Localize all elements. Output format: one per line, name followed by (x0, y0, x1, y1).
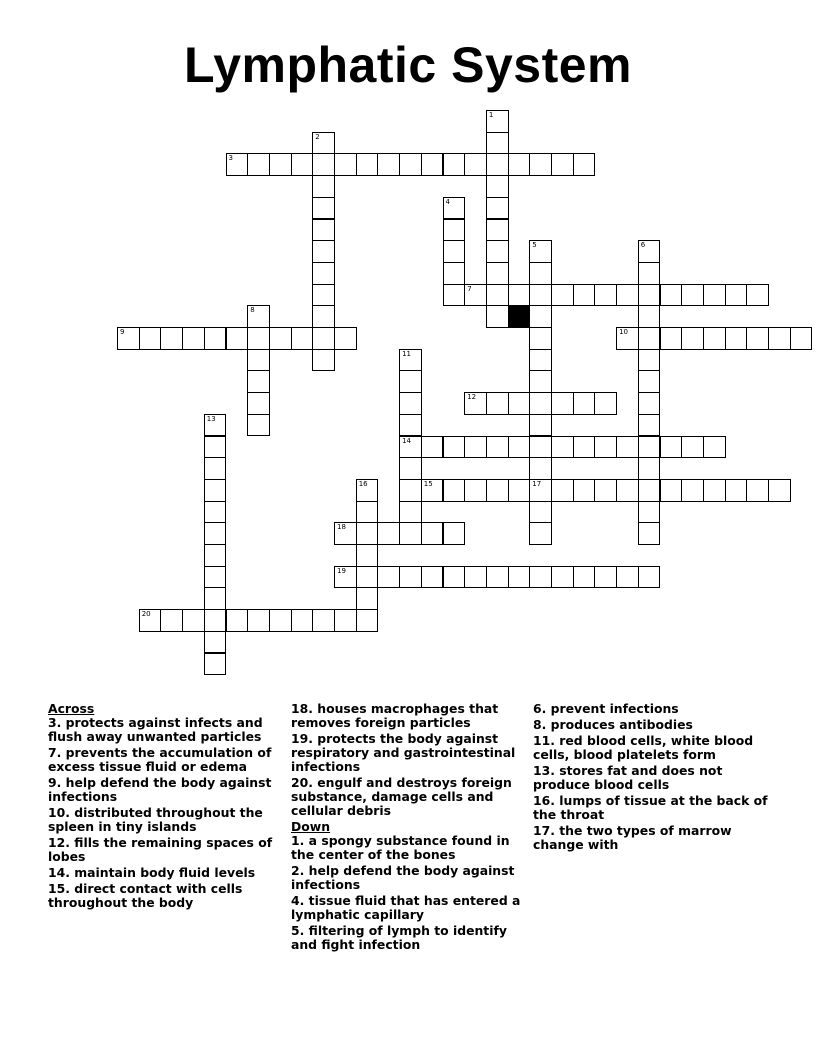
grid-cell[interactable] (139, 609, 162, 632)
grid-cell[interactable] (594, 566, 617, 589)
clue-number: 6 (640, 241, 646, 250)
grid-cell[interactable] (356, 479, 379, 502)
grid-cell[interactable] (594, 436, 617, 459)
grid-cell[interactable] (551, 566, 574, 589)
down-clue-16: 16. lumps of tissue at the back of the throat (533, 793, 768, 822)
grid-cell[interactable] (399, 392, 422, 415)
grid-cell[interactable] (486, 436, 509, 459)
down-clue-1: 1. a spongy substance found in the center of the bones (291, 833, 510, 862)
grid-cell[interactable] (508, 153, 531, 176)
down-clue-8: 8. produces antibodies (533, 717, 693, 732)
grid-cell[interactable] (399, 522, 422, 545)
grid-cell[interactable] (638, 327, 661, 350)
page-title: Lymphatic System (184, 37, 632, 93)
grid-cell[interactable] (529, 349, 552, 372)
grid-cell[interactable] (204, 566, 227, 589)
grid-cell[interactable] (573, 479, 596, 502)
grid-cell[interactable] (551, 284, 574, 307)
grid-cell[interactable] (638, 479, 661, 502)
grid-cell[interactable] (334, 566, 357, 589)
grid-cell[interactable] (247, 414, 270, 437)
across-clue-9: 9. help defend the body against infections (48, 775, 272, 804)
grid-cell[interactable] (464, 479, 487, 502)
grid-cell[interactable] (464, 436, 487, 459)
grid-cell[interactable] (377, 566, 400, 589)
grid-cell[interactable] (681, 327, 704, 350)
clue-number: 7 (467, 284, 472, 293)
across-clue-10: 10. distributed throughout the spleen in tiny islands (48, 805, 263, 834)
grid-cell[interactable] (334, 522, 357, 545)
grid-cell[interactable] (464, 284, 487, 307)
grid-cell[interactable] (377, 153, 400, 176)
down-clue-11: 11. red blood cells, white blood cells, blood platelets form (533, 733, 754, 762)
grid-cell[interactable] (486, 566, 509, 589)
grid-cell[interactable] (464, 392, 487, 415)
grid-cell[interactable] (356, 501, 379, 524)
grid-cell[interactable] (204, 414, 227, 437)
grid-cell[interactable] (638, 414, 661, 437)
across-clue-3: 3. protects against infects and flush away unwanted particles (48, 715, 263, 744)
grid-cell[interactable] (312, 219, 335, 242)
clue-number: 18 (337, 523, 346, 532)
grid-cell[interactable] (594, 479, 617, 502)
grid-cell[interactable] (139, 327, 162, 350)
grid-cell[interactable] (421, 479, 444, 502)
grid-cell[interactable] (529, 327, 552, 350)
clue-number: 15 (423, 479, 433, 488)
grid-cell[interactable] (529, 392, 552, 415)
grid-cell[interactable] (703, 436, 726, 459)
clue-number: 19 (337, 566, 346, 575)
grid-cell[interactable] (204, 501, 227, 524)
grid-cell[interactable] (226, 609, 249, 632)
grid-cell[interactable] (529, 262, 552, 285)
grid-cell[interactable] (638, 457, 661, 480)
across-clue-19: 19. protects the body against respiratory and gastrointestinal infections (291, 731, 516, 774)
grid-cell[interactable] (399, 370, 422, 393)
grid-cell[interactable] (226, 153, 249, 176)
across-header: Across (48, 701, 95, 716)
grid-cell[interactable] (291, 327, 314, 350)
across-clue-15: 15. direct contact with cells throughout the body (48, 881, 243, 910)
grid-cell[interactable] (247, 153, 270, 176)
clue-number: 9 (120, 328, 125, 336)
grid-cell[interactable] (312, 262, 335, 285)
grid-cell[interactable] (204, 609, 227, 632)
grid-cell[interactable] (746, 479, 769, 502)
grid-cell[interactable] (638, 349, 661, 372)
across-clue-20: 20. engulf and destroys foreign substance, damage cells and cellular debris (291, 775, 512, 818)
grid-cell[interactable] (464, 153, 487, 176)
grid-cell[interactable] (204, 587, 227, 610)
grid-cell[interactable] (638, 262, 661, 285)
grid-cell[interactable] (551, 479, 574, 502)
grid-cell[interactable] (638, 392, 661, 415)
clue-number: 5 (532, 241, 537, 250)
down-clue-4: 4. tissue fluid that has entered a lymphatic capillary (291, 893, 521, 922)
grid-cell[interactable] (681, 284, 704, 307)
grid-cell[interactable] (681, 436, 704, 459)
grid-cell[interactable] (377, 522, 400, 545)
grid-cell[interactable] (725, 284, 748, 307)
clue-number: 1 (488, 111, 494, 119)
grid-cell[interactable] (573, 566, 596, 589)
grid-cell[interactable] (508, 392, 531, 415)
grid-cell[interactable] (725, 479, 748, 502)
grid-cell[interactable] (334, 609, 357, 632)
grid-cell[interactable] (529, 457, 552, 480)
grid-cell[interactable] (312, 153, 335, 176)
grid-cell[interactable] (247, 392, 270, 415)
grid-cell[interactable] (551, 392, 574, 415)
grid-cell[interactable] (638, 240, 661, 263)
grid-cell[interactable] (746, 284, 769, 307)
grid-cell[interactable] (616, 479, 639, 502)
grid-cell[interactable] (204, 327, 227, 350)
grid-cell[interactable] (638, 436, 661, 459)
grid-cell[interactable] (486, 392, 509, 415)
down-clue-2: 2. help defend the body against infections (291, 863, 515, 892)
grid-cell[interactable] (182, 609, 205, 632)
grid-cell[interactable] (356, 153, 379, 176)
grid-cell[interactable] (703, 327, 726, 350)
grid-cell[interactable] (312, 284, 335, 307)
grid-cell[interactable] (660, 436, 683, 459)
grid-cell[interactable] (486, 240, 509, 263)
grid-cell[interactable] (508, 284, 531, 307)
down-clue-17: 17. the two types of marrow change with (533, 823, 732, 852)
grid-cell[interactable] (443, 262, 466, 285)
grid-cell[interactable] (204, 436, 227, 459)
grid-cell[interactable] (529, 566, 552, 589)
clue-number: 14 (402, 436, 412, 445)
grid-cell[interactable] (269, 609, 292, 632)
grid-cell[interactable] (486, 305, 509, 328)
grid-cell[interactable] (312, 240, 335, 263)
grid-cell[interactable] (486, 197, 509, 220)
grid-cell[interactable] (508, 436, 531, 459)
grid-cell[interactable] (529, 153, 552, 176)
grid-cell[interactable] (768, 327, 791, 350)
clue-number: 20 (141, 610, 151, 619)
grid-cell[interactable] (399, 457, 422, 480)
grid-cell[interactable] (312, 327, 335, 350)
grid-cell[interactable] (529, 522, 552, 545)
grid-cell[interactable] (204, 522, 227, 545)
across-clue-14: 14. maintain body fluid levels (48, 865, 256, 880)
grid-cell[interactable] (312, 132, 335, 155)
grid-cell[interactable] (312, 609, 335, 632)
black-cell (508, 305, 531, 328)
grid-cell[interactable] (356, 587, 379, 610)
grid-cell[interactable] (182, 327, 205, 350)
grid-cell[interactable] (443, 566, 466, 589)
grid-cell[interactable] (421, 153, 444, 176)
grid-cell[interactable] (529, 479, 552, 502)
grid-cell[interactable] (204, 544, 227, 567)
grid-cell[interactable] (443, 240, 466, 263)
grid-cell[interactable] (725, 327, 748, 350)
clue-number: 3 (228, 154, 233, 163)
grid-cell[interactable] (638, 501, 661, 524)
grid-cell[interactable] (508, 479, 531, 502)
down-clue-5: 5. filtering of lymph to identify and fight infection (291, 923, 507, 952)
clue-number: 8 (250, 306, 255, 315)
grid-cell[interactable] (421, 522, 444, 545)
grid-cell[interactable] (247, 327, 270, 350)
grid-cell[interactable] (703, 284, 726, 307)
grid-cell[interactable] (660, 327, 683, 350)
clue-number: 4 (445, 197, 450, 206)
down-clue-13: 13. stores fat and does not produce blood cells (533, 763, 723, 792)
grid-cell[interactable] (356, 522, 379, 545)
grid-cell[interactable] (529, 240, 552, 263)
clue-number: 13 (206, 414, 216, 423)
grid-cell[interactable] (443, 436, 466, 459)
grid-cell[interactable] (269, 153, 292, 176)
grid-cell[interactable] (529, 501, 552, 524)
grid-cell[interactable] (334, 327, 357, 350)
grid-cell[interactable] (421, 566, 444, 589)
across-clue-18: 18. houses macrophages that removes foreign particles (291, 701, 499, 730)
grid-cell[interactable] (594, 284, 617, 307)
clue-number: 16 (358, 479, 368, 488)
grid-cell[interactable] (160, 609, 183, 632)
grid-cell[interactable] (529, 284, 552, 307)
grid-cell[interactable] (551, 436, 574, 459)
grid-cell[interactable] (312, 305, 335, 328)
grid-cell[interactable] (486, 132, 509, 155)
grid-cell[interactable] (247, 609, 270, 632)
grid-cell[interactable] (790, 327, 813, 350)
grid-cell[interactable] (768, 479, 791, 502)
grid-cell[interactable] (247, 349, 270, 372)
grid-cell[interactable] (291, 153, 314, 176)
grid-cell[interactable] (573, 284, 596, 307)
grid-cell[interactable] (356, 544, 379, 567)
grid-cell[interactable] (464, 566, 487, 589)
grid-cell[interactable] (356, 609, 379, 632)
across-clue-7: 7. prevents the accumulation of excess tissue fluid or edema (48, 745, 272, 774)
grid-cell[interactable] (660, 479, 683, 502)
grid-cell[interactable] (443, 153, 466, 176)
grid-cell[interactable] (399, 501, 422, 524)
grid-cell[interactable] (486, 219, 509, 242)
grid-cell[interactable] (486, 175, 509, 198)
grid-cell[interactable] (334, 153, 357, 176)
down-clue-6: 6. prevent infections (533, 701, 679, 716)
grid-cell[interactable] (529, 305, 552, 328)
grid-cell[interactable] (117, 327, 140, 350)
grid-cell[interactable] (443, 219, 466, 242)
grid-cell[interactable] (204, 479, 227, 502)
clue-number: 12 (467, 393, 477, 402)
grid-cell[interactable] (551, 153, 574, 176)
grid-cell[interactable] (204, 653, 227, 676)
grid-cell[interactable] (529, 414, 552, 437)
grid-cell[interactable] (443, 479, 466, 502)
clue-column-3 (533, 702, 783, 854)
grid-cell[interactable] (573, 392, 596, 415)
grid-cell[interactable] (399, 436, 422, 459)
grid-cell[interactable] (616, 284, 639, 307)
grid-cell[interactable] (443, 284, 466, 307)
grid-cell[interactable] (399, 349, 422, 372)
grid-cell[interactable] (638, 370, 661, 393)
grid-cell[interactable] (247, 305, 270, 328)
grid-cell[interactable] (616, 327, 639, 350)
grid-cell[interactable] (616, 566, 639, 589)
grid-cell[interactable] (508, 566, 531, 589)
grid-cell[interactable] (291, 609, 314, 632)
grid-cell[interactable] (660, 284, 683, 307)
down-header: Down (291, 819, 331, 834)
grid-cell[interactable] (247, 370, 270, 393)
grid-cell[interactable] (356, 566, 379, 589)
grid-cell[interactable] (638, 284, 661, 307)
grid-cell[interactable] (746, 327, 769, 350)
grid-cell[interactable] (443, 197, 466, 220)
grid-cell[interactable] (399, 153, 422, 176)
clue-number: 10 (619, 328, 629, 336)
grid-cell[interactable] (529, 436, 552, 459)
grid-cell[interactable] (399, 479, 422, 502)
grid-cell[interactable] (312, 175, 335, 198)
grid-cell[interactable] (204, 457, 227, 480)
grid-cell[interactable] (486, 479, 509, 502)
grid-cell[interactable] (529, 370, 552, 393)
grid-cell[interactable] (269, 327, 292, 350)
grid-cell[interactable] (573, 153, 596, 176)
grid-cell[interactable] (486, 262, 509, 285)
grid-cell[interactable] (443, 522, 466, 545)
grid-cell[interactable] (421, 436, 444, 459)
clue-column-2 (291, 702, 529, 954)
grid-cell[interactable] (616, 436, 639, 459)
grid-cell[interactable] (638, 305, 661, 328)
clue-number: 11 (402, 349, 412, 358)
clue-number: 17 (532, 479, 542, 488)
grid-cell[interactable] (486, 153, 509, 176)
grid-cell[interactable] (594, 392, 617, 415)
grid-cell[interactable] (638, 566, 661, 589)
clue-number: 2 (315, 132, 320, 141)
grid-cell[interactable] (399, 566, 422, 589)
grid-cell[interactable] (486, 110, 509, 133)
grid-cell[interactable] (160, 327, 183, 350)
grid-cell[interactable] (226, 327, 249, 350)
grid-cell[interactable] (486, 284, 509, 307)
across-clue-12: 12. fills the remaining spaces of lobes (48, 835, 273, 864)
grid-cell[interactable] (573, 436, 596, 459)
grid-cell[interactable] (399, 414, 422, 437)
grid-cell[interactable] (638, 522, 661, 545)
grid-cell[interactable] (204, 631, 227, 654)
grid-cell[interactable] (312, 197, 335, 220)
clue-column-1 (48, 702, 286, 912)
grid-cell[interactable] (681, 479, 704, 502)
grid-cell[interactable] (703, 479, 726, 502)
grid-cell[interactable] (312, 349, 335, 372)
